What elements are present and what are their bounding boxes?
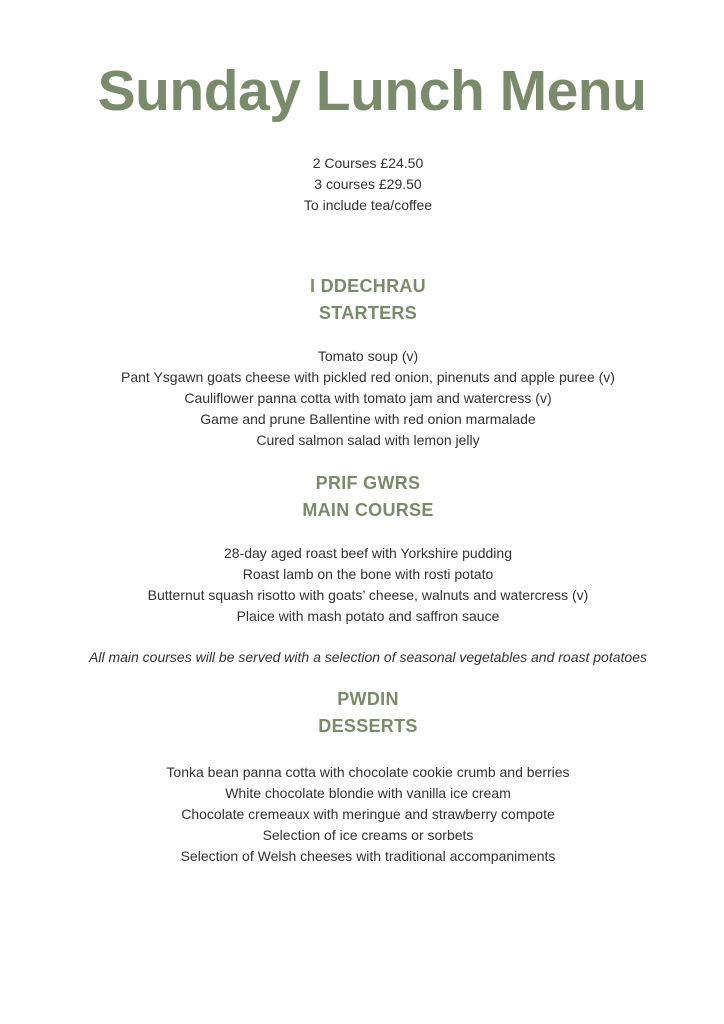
starters-list [0, 346, 724, 451]
desserts-heading [0, 686, 724, 740]
desserts-list [0, 762, 724, 867]
menu-item: Plaice with mash potato and saffron sauce [236, 608, 500, 624]
menu-item: Cured salmon salad with lemon jelly [256, 432, 480, 448]
desserts-english-heading: DESSERTS [318, 716, 418, 736]
mains-heading [0, 470, 724, 524]
menu-item: Game and prune Ballentine with red onion marmalade [200, 411, 536, 427]
desserts-welsh-heading: PWDIN [337, 689, 399, 709]
starters-heading [0, 273, 724, 327]
pricing-line: 3 courses £29.50 [314, 176, 422, 192]
menu-title: Sunday Lunch Menu [97, 59, 647, 123]
menu-item: Roast lamb on the bone with rosti potato [242, 566, 494, 582]
menu-item: Chocolate cremeaux with meringue and strawberry compote [181, 806, 555, 822]
menu-item: Pant Ysgawn goats cheese with pickled red onion, pinenuts and apple puree (v) [121, 369, 615, 385]
starters-welsh-heading: I DDECHRAU [309, 276, 426, 296]
mains-note: All main courses will be served with a selection of seasonal vegetables and roast potatoes [89, 649, 647, 665]
menu-item: 28-day aged roast beef with Yorkshire pudding [224, 545, 512, 561]
menu-item: Selection of ice creams or sorbets [262, 827, 474, 843]
menu-item: White chocolate blondie with vanilla ice cream [225, 785, 511, 801]
menu-item: Cauliflower panna cotta with tomato jam and watercress (v) [184, 390, 552, 406]
mains-list [0, 543, 724, 627]
menu-item: Butternut squash risotto with goats’ cheese, walnuts and watercress (v) [147, 587, 589, 603]
menu-item: Tonka bean panna cotta with chocolate cookie crumb and berries [166, 764, 570, 780]
menu-item: Tomato soup (v) [317, 348, 419, 364]
mains-english-heading: MAIN COURSE [302, 500, 434, 520]
pricing-info [0, 153, 724, 216]
starters-english-heading: STARTERS [318, 303, 418, 323]
pricing-line: 2 Courses £24.50 [312, 155, 424, 171]
mains-welsh-heading: PRIF GWRS [315, 473, 421, 493]
pricing-line: To include tea/coffee [303, 197, 433, 213]
menu-item: Selection of Welsh cheeses with traditional accompaniments [180, 848, 556, 864]
